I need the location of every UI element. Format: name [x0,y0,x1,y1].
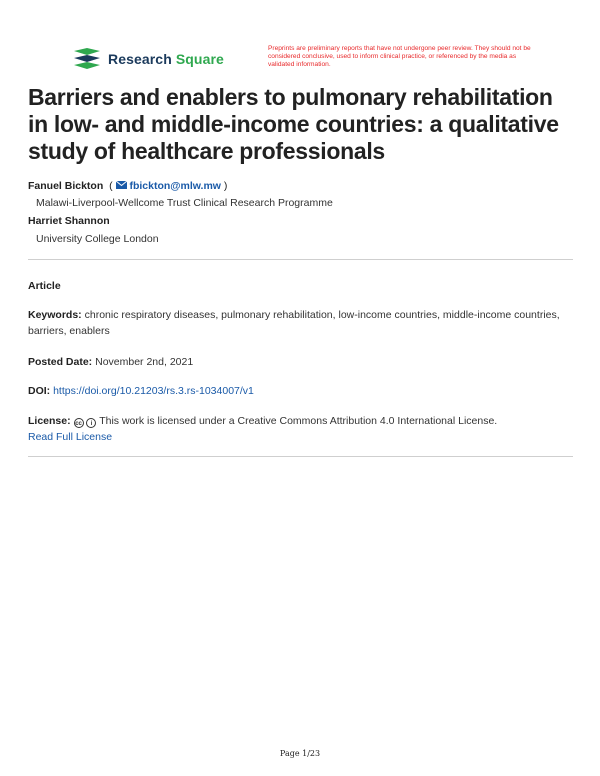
license [28,413,573,445]
read-full-license-link[interactable]: Read Full License [28,431,113,443]
posted-date-value: November 2nd, 2021 [95,356,194,368]
posted-date-label: Posted Date: [28,356,93,368]
brand-accent: Square [175,51,224,67]
article-type: Article [28,280,61,292]
brand-name [108,51,224,67]
attribution-icon: i [86,418,96,428]
cc-icon: cc [74,418,84,428]
author-name: Harriet Shannon [28,215,110,227]
keywords-label: Keywords: [28,309,82,321]
page-number: Page 1/23 [279,749,321,758]
divider [28,259,573,260]
research-square-logo[interactable] [74,48,224,70]
doi [28,383,573,399]
keywords [28,307,573,339]
brand-main: Research [108,51,176,67]
author-name: Fanuel Bickton [28,180,104,192]
author-email-link[interactable]: fbickton@mlw.mw [116,180,221,192]
license-text: This work is licensed under a Creative Commons Attribution 4.0 International License. [99,415,498,427]
doi-label: DOI: [28,385,51,397]
author-1: Fanuel Bickton ( fbickton@mlw.mw ) [28,180,228,192]
author-affiliation: University College London [36,233,159,245]
mail-icon [116,181,127,189]
divider [28,456,573,457]
paper-title: Barriers and enablers to pulmonary rehabilitation in low- and middle-income countries: a qualitative study of healthcare professionals [28,84,559,164]
research-square-logo-icon [74,48,100,70]
keywords-value: chronic respiratory diseases, pulmonary rehabilitation, low-income countries, middle-income countries, barriers, enablers [28,309,560,337]
doi-link[interactable]: https://doi.org/10.21203/rs.3.rs-1034007/v1 [53,385,254,397]
author-2 [28,215,110,227]
author-affiliation: Malawi-Liverpool-Wellcome Trust Clinical Research Programme [36,197,333,209]
license-label: License: [28,415,71,427]
posted-date [28,354,573,370]
preprint-notice: Preprints are preliminary reports that have not undergone peer review. They should not be considered conclusive, used to inform clinical practice, or referenced by the media as validated information. [268,45,531,68]
